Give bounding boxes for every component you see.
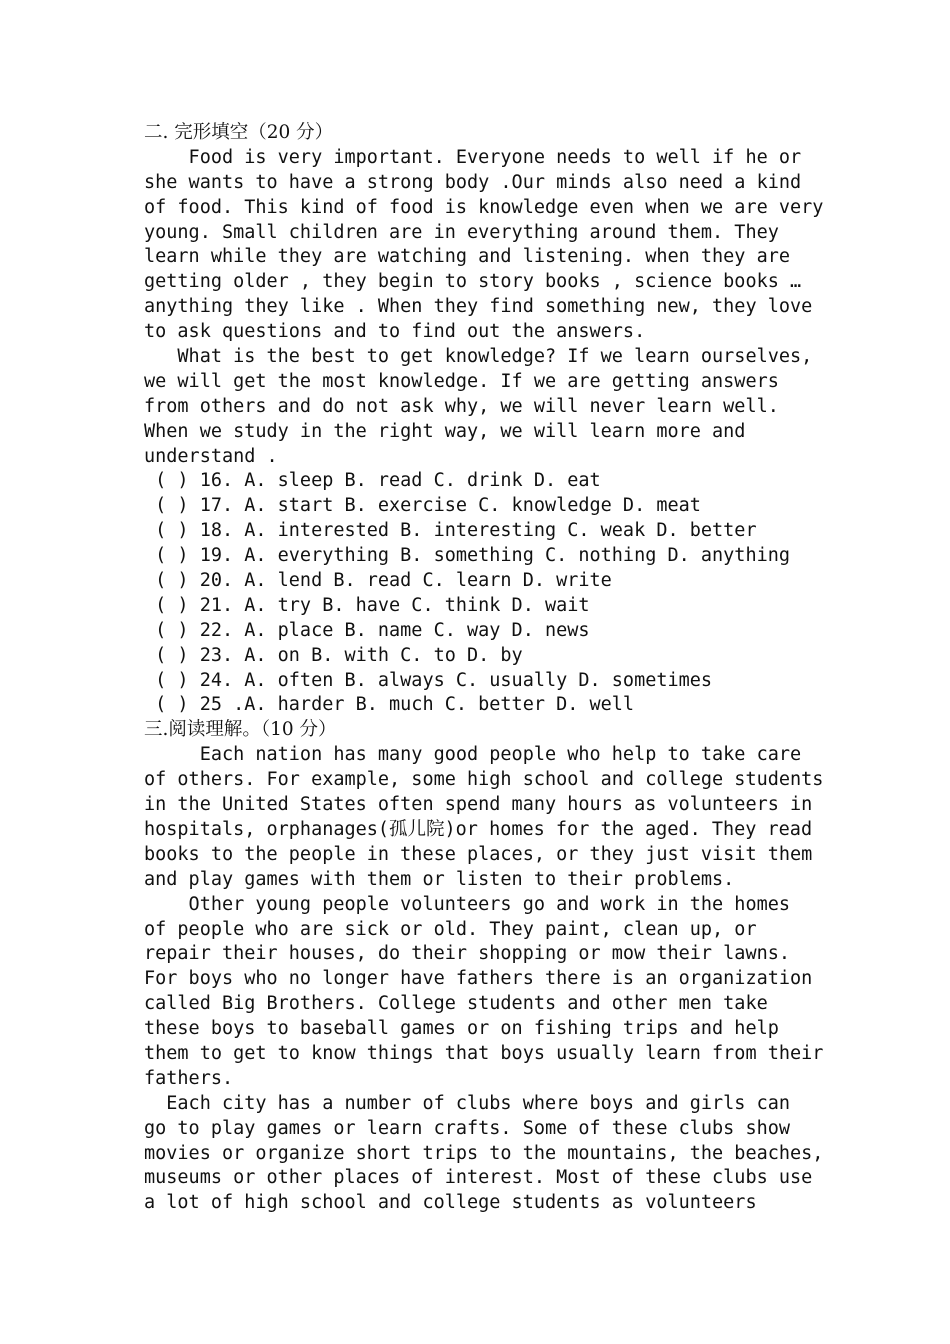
- text-line: understand .: [144, 445, 278, 467]
- text-line: them to get to know things that boys usually learn from their: [144, 1042, 824, 1064]
- text-line: books to the people in these places, or they just visit them: [144, 843, 813, 865]
- section-heading-reading: 三.阅读理解。（10 分）: [144, 719, 337, 741]
- cloze-passage-paragraph-1: [144, 146, 824, 345]
- text-line: of others. For example, some high school and college students: [144, 769, 824, 791]
- text-line: Food is very important. Everyone needs to well if he or: [144, 146, 802, 168]
- question-24: ( ) 24. A. often B. always C. usually D. sometimes: [144, 669, 713, 691]
- text-line: repair their houses, do their shopping or mow their lawns.: [144, 943, 791, 965]
- text-line: called Big Brothers. College students and other men take: [144, 993, 768, 1015]
- text-line: young. Small children are in everything around them. They: [144, 221, 779, 243]
- text-line: of people who are sick or old. They paint, clean up, or: [144, 918, 757, 940]
- text-line: these boys to baseball games or on fishing trips and help: [144, 1018, 779, 1040]
- cloze-passage-paragraph-2: [144, 345, 824, 469]
- question-18: ( ) 18. A. interested B. interesting C. weak D. better: [144, 520, 757, 542]
- text-line: from others and do not ask why, we will never learn well.: [144, 395, 779, 417]
- text-line: Each city has a number of clubs where boys and girls can: [144, 1092, 791, 1114]
- question-17: ( ) 17. A. start B. exercise C. knowledge D. meat: [144, 495, 701, 517]
- question-21: ( ) 21. A. try B. have C. think D. wait: [144, 594, 590, 616]
- reading-passage-paragraph-3: [144, 1092, 824, 1216]
- reading-passage-paragraph-2: [144, 893, 824, 1092]
- question-20: ( ) 20. A. lend B. read C. learn D. write: [144, 570, 612, 592]
- text-line: learn while they are watching and listening. when they are: [144, 246, 791, 268]
- text-line: getting older , they begin to story books , science books …: [144, 271, 802, 293]
- text-line: and play games with them or listen to their problems.: [144, 868, 735, 890]
- text-line: movies or organize short trips to the mountains, the beaches,: [144, 1142, 824, 1164]
- reading-passage-paragraph-1: [144, 743, 824, 892]
- cloze-question-list: [144, 469, 824, 718]
- question-25: ( ) 25 .A. harder B. much C. better D. well: [144, 694, 635, 716]
- text-line: in the United States often spend many hours as volunteers in: [144, 794, 813, 816]
- text-line: For boys who no longer have fathers there is an organization: [144, 968, 813, 990]
- text-line: When we study in the right way, we will learn more and: [144, 420, 746, 442]
- question-22: ( ) 22. A. place B. name C. way D. news: [144, 619, 590, 641]
- text-line: Other young people volunteers go and work in the homes: [144, 893, 791, 915]
- text-line: of food. This kind of food is knowledge even when we are very: [144, 196, 824, 218]
- question-19: ( ) 19. A. everything B. something C. nothing D. anything: [144, 545, 791, 567]
- text-line: she wants to have a strong body .Our minds also need a kind: [144, 171, 802, 193]
- text-line: to ask questions and to find out the answers.: [144, 321, 646, 343]
- text-line: a lot of high school and college students as volunteers: [144, 1192, 757, 1214]
- text-line: What is the best to get knowledge? If we learn ourselves,: [144, 346, 813, 368]
- text-line: fathers.: [144, 1067, 234, 1089]
- text-line: Each nation has many good people who help to take care: [144, 744, 802, 766]
- text-line: we will get the most knowledge. If we are getting answers: [144, 370, 779, 392]
- text-line: hospitals, orphanages(孤儿院)or homes for the aged. They read: [144, 818, 813, 840]
- question-23: ( ) 23. A. on B. with C. to D. by: [144, 644, 523, 666]
- text-line: go to play games or learn crafts. Some of these clubs show: [144, 1117, 791, 1139]
- question-16: ( ) 16. A. sleep B. read C. drink D. eat: [144, 470, 601, 492]
- text-line: museums or other places of interest. Most of these clubs use: [144, 1167, 813, 1189]
- section-heading-cloze: 二. 完形填空（20 分）: [144, 122, 334, 143]
- text-line: anything they like . When they find something new, they love: [144, 296, 813, 318]
- document-page: [144, 121, 824, 1216]
